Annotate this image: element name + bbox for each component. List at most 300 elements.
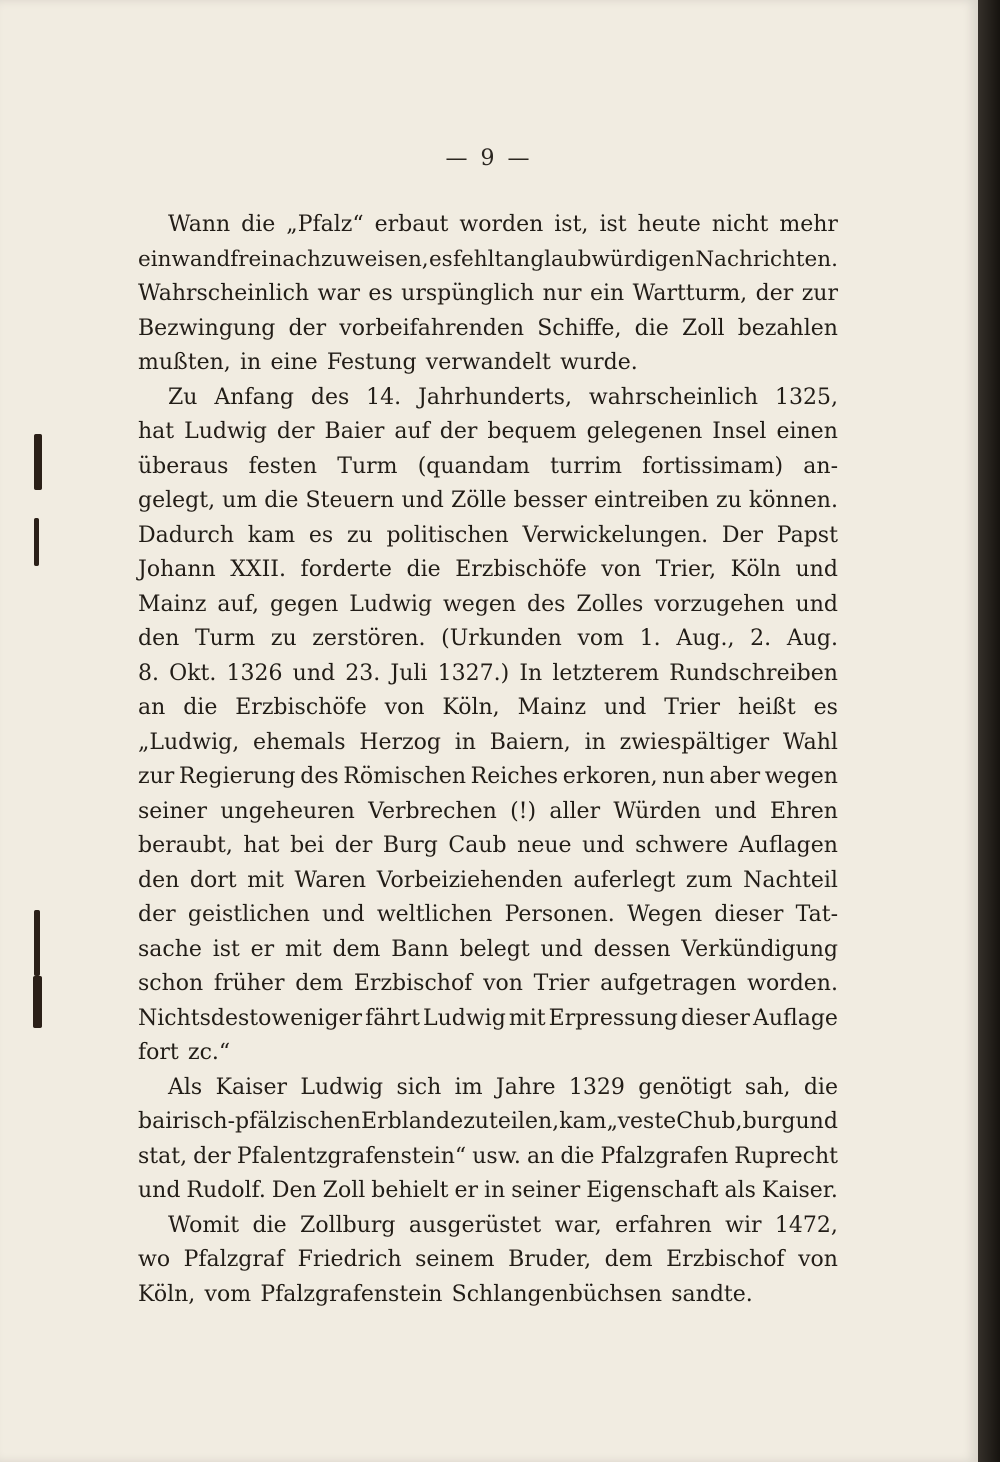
word: dessen — [593, 936, 671, 962]
word: Mainz — [517, 695, 587, 720]
word: Pfalzgrafen — [600, 1143, 729, 1169]
word: aller — [549, 798, 601, 824]
word: sah, — [744, 1074, 791, 1100]
word: burg — [742, 1109, 796, 1134]
word: Wartturm, — [632, 281, 748, 306]
text-line — [138, 346, 838, 381]
word: „Pfalz“ — [286, 212, 364, 237]
word: zu — [463, 1109, 489, 1134]
word: Vorbeiziehenden — [376, 867, 563, 893]
word: seiner — [511, 1178, 581, 1203]
word: früher — [213, 971, 285, 996]
word: vorzugehen — [654, 591, 785, 617]
word: Jahrhunderts, — [418, 384, 572, 410]
word: 1327.) — [437, 660, 510, 686]
word: Erpressung — [548, 1005, 678, 1031]
word: die — [252, 1212, 287, 1238]
text-line — [138, 622, 838, 657]
word: ist — [599, 212, 627, 237]
word: fährt — [365, 1005, 420, 1031]
word: Auflagen — [738, 833, 838, 858]
word: nachzuweisen, — [268, 246, 429, 272]
word: wahrscheinlich — [588, 384, 759, 410]
word: Baiern, — [489, 729, 571, 755]
word: Würden — [613, 798, 702, 824]
word: (Urkunden — [441, 626, 562, 651]
word: wurde. — [560, 350, 638, 375]
word: es — [308, 522, 334, 548]
word: Erzbischof — [353, 971, 473, 996]
word: 1326 — [226, 660, 283, 686]
word: Tat- — [795, 902, 838, 927]
text-line — [138, 312, 838, 347]
word: des — [527, 591, 566, 617]
word: (quandam — [417, 453, 530, 479]
word: ungeheuren — [220, 798, 355, 824]
word: war, — [554, 1212, 602, 1238]
word: ehemals — [253, 729, 346, 755]
word: zwiespältiger — [619, 729, 770, 755]
word: und — [603, 695, 647, 720]
word: Verwickelungen. — [522, 522, 709, 548]
word: aufgetragen — [600, 971, 737, 996]
word: zerstören. — [312, 626, 426, 651]
text-line — [138, 760, 838, 795]
word: vom — [577, 626, 624, 651]
word: auferlegt — [573, 867, 676, 893]
word: Köln — [730, 557, 781, 582]
word: bequem — [487, 419, 577, 444]
word: des — [310, 384, 350, 410]
word: letzterem — [552, 660, 660, 686]
word: stat, — [138, 1143, 188, 1169]
word: Ludwig — [422, 1005, 506, 1031]
word: festen — [248, 453, 318, 479]
word: an — [138, 695, 166, 720]
word: seinem — [415, 1247, 495, 1272]
word: Womit — [168, 1212, 240, 1238]
word: Bruder, — [508, 1247, 592, 1272]
text-line — [138, 657, 838, 692]
text-line — [138, 1140, 838, 1175]
word: mit — [508, 1005, 546, 1031]
word: und — [795, 557, 838, 582]
word: Steuern — [305, 488, 395, 513]
word: 8. — [138, 660, 159, 686]
word: forderte — [300, 557, 392, 582]
word: hat — [243, 833, 280, 858]
word: fortissimam) — [642, 453, 784, 479]
word: Wahl — [782, 729, 838, 755]
word: in — [584, 729, 606, 755]
word: zc.“ — [187, 1040, 231, 1065]
word: usw. — [472, 1143, 521, 1169]
word: und — [795, 1109, 838, 1134]
word: Turm — [337, 453, 398, 479]
word: Schlangenbüchsen — [451, 1281, 663, 1307]
word: urspünglich — [401, 281, 535, 306]
word: im — [454, 1074, 483, 1100]
word: Ludwig — [300, 1074, 384, 1100]
word: beraubt, — [138, 833, 233, 858]
word: Chub, — [676, 1109, 743, 1134]
text-line — [138, 967, 838, 1002]
word: die — [634, 315, 669, 341]
word: den — [138, 626, 180, 651]
word: schwere — [635, 833, 729, 858]
word: worden — [459, 212, 544, 237]
word: Reiches — [470, 764, 559, 789]
word: es — [428, 246, 453, 272]
word: Erzbischöfe — [235, 695, 367, 720]
text-line — [138, 898, 838, 933]
word: Dadurch — [138, 522, 235, 548]
word: wir — [725, 1212, 762, 1238]
word: (!) — [510, 798, 537, 824]
word: und — [540, 936, 583, 962]
word: die — [406, 557, 441, 582]
word: fort — [138, 1040, 179, 1065]
word: zum — [685, 867, 733, 893]
word: der — [276, 419, 315, 444]
word: er — [454, 1178, 478, 1203]
text-line — [138, 829, 838, 864]
word: zu — [270, 626, 297, 651]
margin-mark — [34, 518, 39, 566]
text-line — [138, 381, 838, 416]
word: Aug., — [676, 626, 735, 651]
word: eine — [270, 350, 318, 375]
word: Regierung — [178, 764, 296, 789]
word: Aug. — [786, 626, 838, 651]
word: Köln, — [442, 695, 500, 720]
word: erbaut — [374, 212, 449, 237]
word: der — [334, 833, 373, 858]
word: Auflage — [752, 1005, 838, 1031]
word: Schiffe, — [537, 315, 622, 341]
word: Köln, — [138, 1281, 196, 1307]
word: Caub — [448, 833, 507, 858]
word: Ruprecht — [734, 1143, 838, 1169]
word: hat — [138, 419, 175, 444]
word: Zölle — [450, 488, 507, 513]
word: gegen — [269, 591, 339, 617]
word: Insel — [712, 419, 767, 444]
word: zu — [346, 522, 373, 548]
text-line — [138, 415, 838, 450]
word: Wann — [168, 212, 231, 237]
word: und — [401, 488, 444, 513]
word: nicht — [711, 212, 769, 237]
word: dem — [604, 1247, 653, 1272]
word: Der — [721, 522, 764, 548]
word: auf — [394, 419, 430, 444]
word: worden. — [747, 971, 838, 996]
text-line — [138, 1036, 838, 1071]
word: sandte. — [671, 1281, 753, 1307]
text-line — [138, 277, 838, 312]
word: bei — [290, 833, 325, 858]
word: Trier — [664, 695, 721, 720]
word: fehlt — [453, 246, 504, 272]
word: wegen — [442, 591, 517, 617]
text-line — [138, 1105, 838, 1140]
word: und — [322, 902, 365, 927]
word: „veste — [606, 1109, 677, 1134]
word: Okt. — [169, 660, 217, 686]
word: Nachrichten. — [695, 246, 838, 272]
word: war — [317, 281, 360, 306]
word: seiner — [138, 798, 208, 824]
word: Erzbischof — [666, 1247, 785, 1272]
word: als — [724, 1178, 756, 1203]
text-line — [138, 1174, 838, 1209]
word: Waren — [294, 867, 367, 893]
word: Bezwingung — [138, 315, 276, 341]
word: Baier — [324, 419, 385, 444]
word: zur — [801, 281, 838, 306]
word: nur — [542, 281, 582, 306]
word: Zolles — [576, 591, 644, 617]
word: Römischen — [343, 764, 467, 789]
text-line — [138, 519, 838, 554]
word: sich — [396, 1074, 442, 1100]
word: dieser — [680, 1005, 750, 1031]
word: 14. — [366, 384, 402, 410]
word: zu — [716, 488, 742, 513]
text-line — [138, 1278, 838, 1313]
word: heißt — [737, 695, 796, 720]
word: nun — [662, 764, 705, 789]
text-line — [138, 243, 838, 278]
word: Mainz — [138, 591, 207, 617]
word: ein — [589, 281, 625, 306]
word: wegen — [764, 764, 838, 789]
margin-mark — [34, 434, 42, 490]
word: auf, — [217, 591, 260, 617]
word: neue — [517, 833, 572, 858]
word: bairisch-pfälzischen — [138, 1109, 361, 1134]
word: Zoll — [681, 315, 725, 341]
word: Verkündigung — [681, 936, 838, 962]
word: heute — [637, 212, 701, 237]
word: Zollburg — [300, 1212, 396, 1238]
word: behielt — [371, 1178, 449, 1203]
word: von — [601, 557, 642, 582]
word: Personen. — [504, 902, 615, 927]
word: Erblande — [361, 1109, 464, 1134]
word: und — [582, 833, 625, 858]
word: Den — [271, 1178, 317, 1203]
word: die — [264, 488, 299, 513]
word: Bann — [391, 936, 449, 962]
word: schon — [138, 971, 204, 996]
word: erkoren, — [562, 764, 658, 789]
page-edge — [978, 0, 1000, 1462]
word: ist, — [554, 212, 589, 237]
word: kam — [247, 522, 296, 548]
word: Kaiser — [215, 1074, 287, 1100]
word: Anfang — [214, 384, 294, 410]
text-line — [138, 1071, 838, 1106]
word: die — [560, 1143, 595, 1169]
word: Jahre — [495, 1074, 556, 1100]
word: aber — [709, 764, 761, 789]
text-line — [138, 726, 838, 761]
word: politischen — [386, 522, 509, 548]
text-line — [138, 588, 838, 623]
word: an — [526, 1143, 555, 1169]
word: dem — [295, 971, 344, 996]
word: gelegt, — [138, 488, 216, 513]
word: von — [798, 1247, 838, 1272]
word: Burg — [382, 833, 438, 858]
word: verwandelt — [425, 350, 551, 375]
word: mußten, — [138, 350, 231, 375]
word: einwandfrei — [138, 246, 269, 272]
word: Wegen — [627, 902, 703, 927]
word: von — [384, 695, 425, 720]
word: kam — [559, 1109, 607, 1134]
word: Turm — [194, 626, 256, 651]
word: Trier — [533, 971, 590, 996]
word: geistlichen — [187, 902, 310, 927]
word: In — [519, 660, 543, 686]
word: mit — [247, 867, 284, 893]
word: es — [813, 695, 838, 720]
word: Pfalentzgrafenstein“ — [236, 1143, 467, 1169]
word: können. — [748, 488, 838, 513]
word: der — [439, 419, 478, 444]
word: der — [193, 1143, 231, 1169]
word: 1. — [639, 626, 661, 651]
word: der — [288, 315, 327, 341]
word: Kaiser. — [761, 1178, 838, 1203]
word: 23. — [345, 660, 381, 686]
word: von — [483, 971, 523, 996]
word: Ludwig — [349, 591, 433, 617]
word: vorbeifahrenden — [339, 315, 525, 341]
word: genötigt — [638, 1074, 732, 1100]
word: Ehren — [770, 798, 838, 824]
word: an — [503, 246, 531, 272]
word: eintreiben — [593, 488, 709, 513]
word: dieser — [714, 902, 784, 927]
word: um — [222, 488, 258, 513]
word: gelegenen — [586, 419, 703, 444]
margin-mark — [33, 976, 42, 1028]
word: Johann — [138, 557, 216, 582]
text-line — [138, 795, 838, 830]
word: Zoll — [322, 1178, 366, 1203]
word: Papst — [776, 522, 838, 548]
word: erfahren — [615, 1212, 712, 1238]
word: dem — [332, 936, 381, 962]
word: weltlichen — [376, 902, 493, 927]
word: 2. — [750, 626, 772, 651]
word: des — [300, 764, 339, 789]
text-line — [138, 450, 838, 485]
word: glaubwürdigen — [530, 246, 695, 272]
word: mehr — [779, 212, 838, 237]
word: Pfalzgrafenstein — [260, 1281, 443, 1307]
body-text — [138, 208, 838, 1312]
text-line — [138, 484, 838, 519]
word: belegt — [459, 936, 530, 962]
word: Friedrich — [297, 1247, 402, 1272]
word: der — [755, 281, 794, 306]
word: 1329 — [568, 1074, 625, 1100]
word: besser — [513, 488, 587, 513]
word: Juli — [390, 660, 428, 686]
word: die — [183, 695, 218, 720]
word: Verbrechen — [368, 798, 497, 824]
word: an- — [803, 453, 838, 479]
word: Rundschreiben — [669, 660, 838, 686]
word: Zu — [168, 384, 198, 410]
word: wo — [138, 1247, 171, 1272]
word: Nachteil — [743, 867, 838, 893]
word: Als — [168, 1074, 203, 1100]
word: Eigenschaft — [586, 1178, 719, 1203]
word: 1472, — [774, 1212, 838, 1238]
word: die — [241, 212, 276, 237]
text-line — [138, 1002, 838, 1037]
word: der — [138, 902, 176, 927]
word: einen — [776, 419, 838, 444]
word: 1325, — [774, 384, 838, 410]
text-line — [138, 864, 838, 899]
word: in — [239, 350, 262, 375]
word: und — [138, 1178, 181, 1203]
text-line — [138, 553, 838, 588]
word: ausgerüstet — [408, 1212, 542, 1238]
word: turrim — [550, 453, 623, 479]
word: er — [250, 936, 275, 962]
text-line — [138, 1243, 838, 1278]
margin-mark — [34, 910, 40, 976]
word: XXII. — [230, 557, 286, 582]
text-line — [138, 208, 838, 243]
word: „Ludwig, — [138, 729, 240, 755]
word: und — [795, 591, 838, 617]
word: in — [454, 729, 476, 755]
word: vom — [204, 1281, 252, 1307]
text-line — [138, 933, 838, 968]
word: und — [292, 660, 336, 686]
page-number: — 9 — — [445, 146, 533, 171]
word: es — [368, 281, 393, 306]
word: Festung — [326, 350, 417, 375]
word: Nichtsdestoweniger — [138, 1005, 363, 1031]
word: Herzog — [359, 729, 441, 755]
word: den — [138, 867, 180, 893]
word: und — [714, 798, 757, 824]
word: Trier, — [655, 557, 717, 582]
word: Pfalzgraf — [183, 1247, 285, 1272]
word: Ludwig — [184, 419, 267, 444]
word: teilen, — [489, 1109, 560, 1134]
text-line — [138, 691, 838, 726]
word: Erzbischöfe — [455, 557, 587, 582]
word: zur — [138, 764, 175, 789]
text-line — [138, 1209, 838, 1244]
word: in — [483, 1178, 506, 1203]
word: mit — [284, 936, 322, 962]
word: überaus — [138, 453, 229, 479]
word: ist — [212, 936, 240, 962]
word: Rudolf. — [186, 1178, 266, 1203]
